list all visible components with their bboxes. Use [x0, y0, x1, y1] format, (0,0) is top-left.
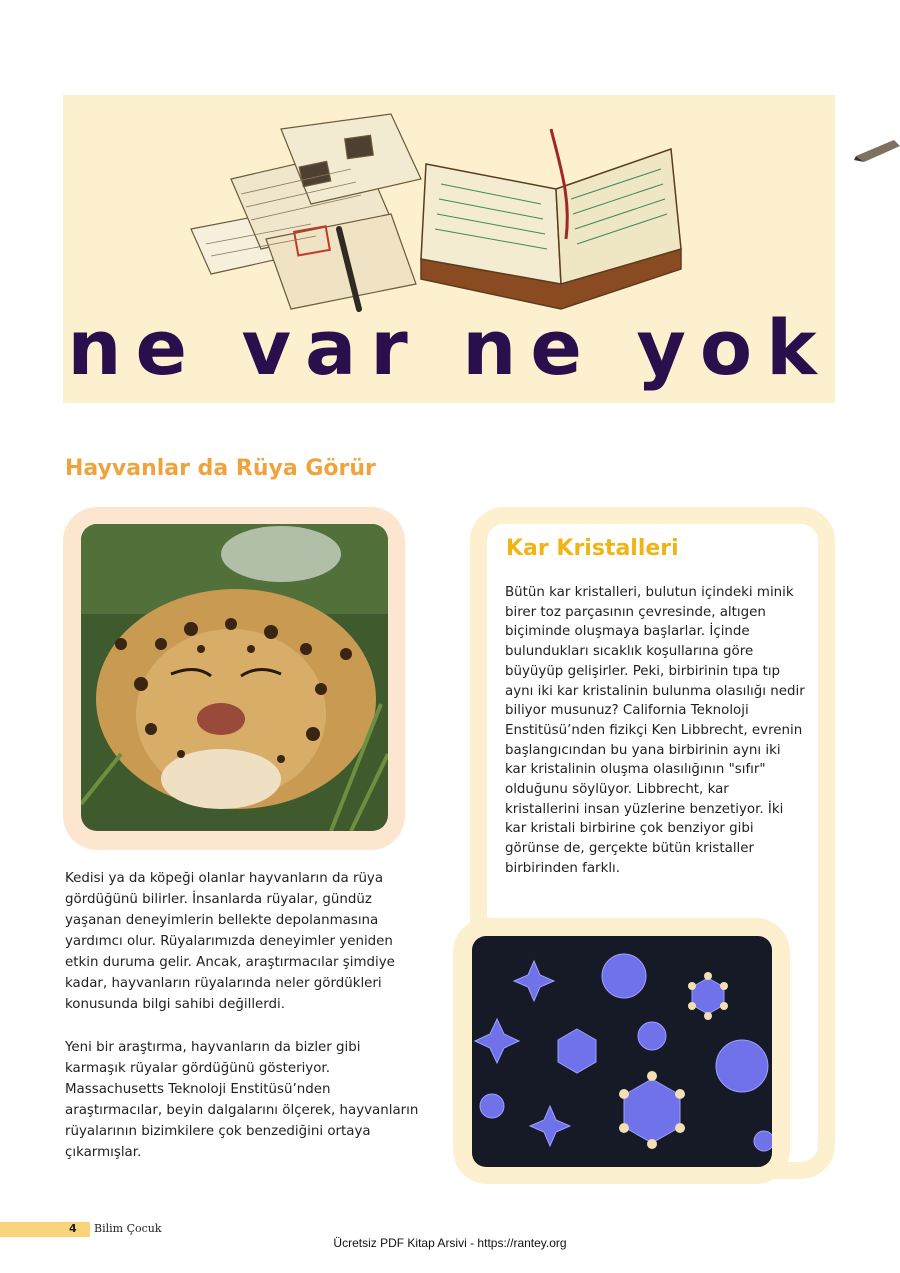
- source-note: Ücretsiz PDF Kitap Arsivi - https://rantey.org: [333, 1236, 567, 1250]
- books-papers-illustration: [171, 109, 701, 314]
- pencil-illustration: [854, 136, 900, 166]
- magazine-name: Bilim Çocuk: [94, 1222, 162, 1235]
- section-title: ne var ne yok: [67, 303, 831, 392]
- article-paragraph-1: Kedisi ya da köpeği olanlar hayvanların da rüya gördüğünü bilirler. İnsanlarda rüyalar, gündüz yaşanan deneyimlerin bellekte depolanmasına yardımcı olur. Rüyalarımızda deneyimler yeniden etkin duruma gelir. Ancak, araştırmacılar şimdiye kadar, hayvanların rüyalarında neler gördükleri konusunda bilgi sahibi değillerdi.: [65, 871, 395, 1012]
- header-banner: [63, 95, 835, 403]
- page-number: 4: [69, 1222, 77, 1235]
- snow-crystals-photo: [472, 936, 772, 1167]
- article-heading-dreams: Hayvanlar da Rüya Görür: [65, 456, 376, 481]
- article-heading-snow: Kar Kristalleri: [506, 536, 679, 561]
- article-paragraph-2: Yeni bir araştırma, hayvanların da bizler gibi karmaşık rüyalar gördüğünü gösteriyor. Massachusetts Teknoloji Enstitüsü’nden araştırmacılar, beyin dalgalarını ölçerek, hayvanların rüyalarının bizimkilere çok benzediğini ortaya çıkarmışlar.: [65, 1040, 419, 1160]
- article-paragraph-snow: Bütün kar kristalleri, bulutun içindeki minik birer toz parçasının çevresinde, altıgen biçiminde oluşmaya başlarlar. İçinde bulundukları sıcaklık koşullarına göre büyüyüp gelişirler. Peki, birbirinin tıpa tıp aynı iki kar kristalinin bulunma olasılığı nedir biliyor musunuz? California Teknoloji Enstitüsü’nden fizikçi Ken Libbrecht, evrenin başlangıcından bu yana birbirinin aynı iki kar kristalinin oluşma olasılığının "sıfır" olduğunu söylüyor. Libbrecht, kar kristallerini insan yüzlerine benzetiyor. İki kar kristali birbirine çok benziyor gibi görünse de, gerçekte bütün kristaller birbirinden farklı.: [505, 585, 805, 876]
- leopard-photo: [81, 524, 388, 831]
